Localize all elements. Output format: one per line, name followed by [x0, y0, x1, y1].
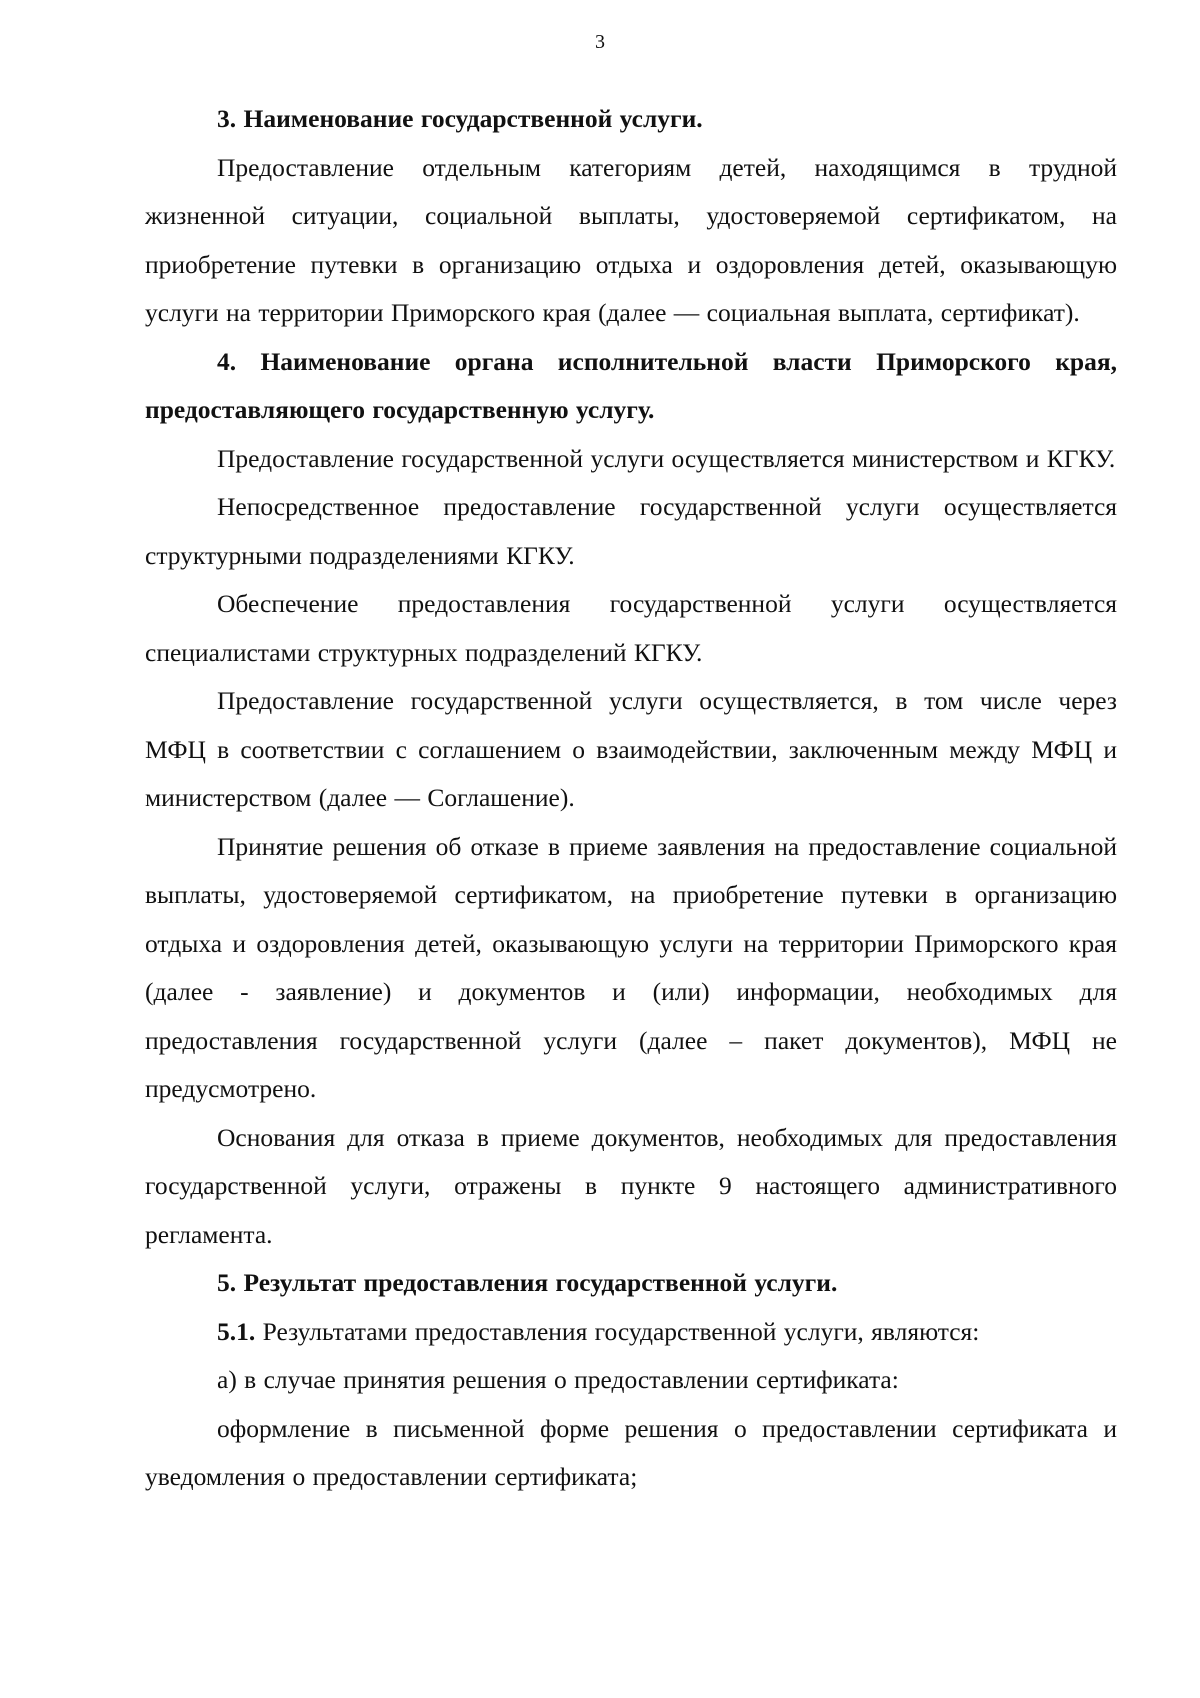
section-4-paragraph-3: Обеспечение предоставления государственной услуги осуществляется специалистами структурных подразделений КГКУ. [145, 589, 1117, 667]
page-number: 3 [595, 31, 605, 53]
section-4-paragraph-6: Основания для отказа в приеме документов, необходимых для предоставления государственной услуги, отражены в пункте 9 настоящего административного регламента. [145, 1122, 1117, 1249]
section-3-paragraph-1: Предоставление отдельным категориям детей, находящимся в трудной жизненной ситуации, социальной выплаты, удостоверяемой сертификатом, на приобретение путевки в организацию отдыха и оздоровления детей, оказывающую услуги на территории Приморского края (далее — социальная выплата, сертификат). [145, 152, 1117, 327]
section-4-paragraph-2: Непосредственное предоставление государственной услуги осуществляется структурными подразделениями КГКУ. [145, 492, 1117, 570]
section-4-paragraph-4: Предоставление государственной услуги осуществляется, в том числе через МФЦ в соответствии с соглашением о взаимодействии, заключенным между МФЦ и министерством (далее — Соглашение). [145, 686, 1117, 812]
document-body [145, 95, 1117, 1502]
section-4-heading: 4. Наименование органа исполнительной власти Приморского края, предоставляющего государственную услугу. [145, 346, 1117, 424]
section-4-paragraph-5: Принятие решения об отказе в приеме заявления на предоставление социальной выплаты, удостоверяемой сертификатом, на приобретение путевки в организацию отдыха и оздоровления детей, оказывающую услуги на территории Приморского края (далее - заявление) и документов и (или) информации, необходимых для предоставления государственной услуги (далее – пакет документов), МФЦ не предусмотрено. [145, 831, 1117, 1103]
section-4-paragraph-1: Предоставление государственной услуги осуществляется министерством и КГКУ. [217, 443, 1116, 473]
item-text: Результатами предоставления государственной услуги, являются: [262, 1316, 980, 1346]
section-5-paragraph-2: оформление в письменной форме решения о предоставлении сертификата и уведомления о предоставлении сертификата; [145, 1413, 1117, 1491]
section-3-heading: 3. Наименование государственной услуги. [217, 104, 703, 133]
section-5-paragraph-1: а) в случае принятия решения о предоставлении сертификата: [217, 1365, 899, 1394]
section-5-item-5-1 [145, 1308, 1117, 1357]
item-number: 5.1. [217, 1316, 256, 1346]
section-5-heading: 5. Результат предоставления государственной услуги. [217, 1268, 838, 1297]
